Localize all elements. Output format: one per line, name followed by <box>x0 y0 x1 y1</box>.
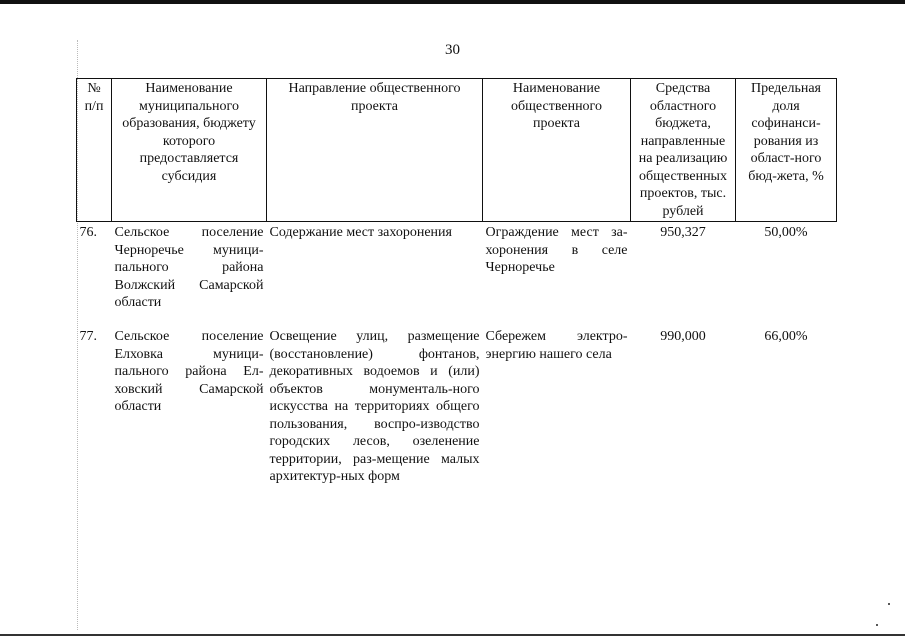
table-header-row <box>77 79 837 222</box>
header-funds: Средства областного бюджета, направленные на реализацию общественных проектов, тыс. рублей <box>631 79 736 222</box>
bottom-border <box>0 634 905 636</box>
row-project: Ограждение мест за-хоронения в селе Черноречье <box>485 225 628 275</box>
table-row <box>77 222 837 327</box>
top-border <box>0 0 905 4</box>
header-number: № п/п <box>77 79 112 222</box>
header-municipality: Наименование муниципального образования, бюджету которого предоставляется субсидия <box>112 79 267 222</box>
row-municipality: Сельское поселение Елховка муници-пального района Ел-ховский Самарской области <box>114 329 264 414</box>
header-share: Предельная доля софинанси-рования из област-ного бюд-жета, % <box>736 79 837 222</box>
scan-speck <box>888 603 890 605</box>
row-share: 66,00% <box>764 329 808 344</box>
subsidy-table <box>76 78 837 518</box>
scan-speck <box>876 624 878 626</box>
row-municipality: Сельское поселение Черноречье муници-пального района Волжский Самарской области <box>114 225 264 310</box>
row-direction: Содержание мест захоронения <box>269 225 452 240</box>
header-project-name: Наименование общественного проекта <box>483 79 631 222</box>
row-funds: 990,000 <box>660 329 706 344</box>
table-row <box>77 326 837 518</box>
row-direction: Освещение улиц, размещение (восстановление) фонтанов, декоративных водоемов и (или) объектов монументаль-ного искусства на территориях общего пользования, воспро-изводство городских лесов, озеленение территории, раз-мещение малых архитектур-ных форм <box>269 329 480 484</box>
row-number: 77. <box>79 329 97 344</box>
row-number: 76. <box>79 225 97 240</box>
page-number: 30 <box>445 42 460 58</box>
row-project: Сбережем электро-энергию нашего села <box>485 329 628 362</box>
row-funds: 950,327 <box>660 225 706 240</box>
row-share: 50,00% <box>764 225 808 240</box>
header-direction: Направление общественного проекта <box>267 79 483 222</box>
